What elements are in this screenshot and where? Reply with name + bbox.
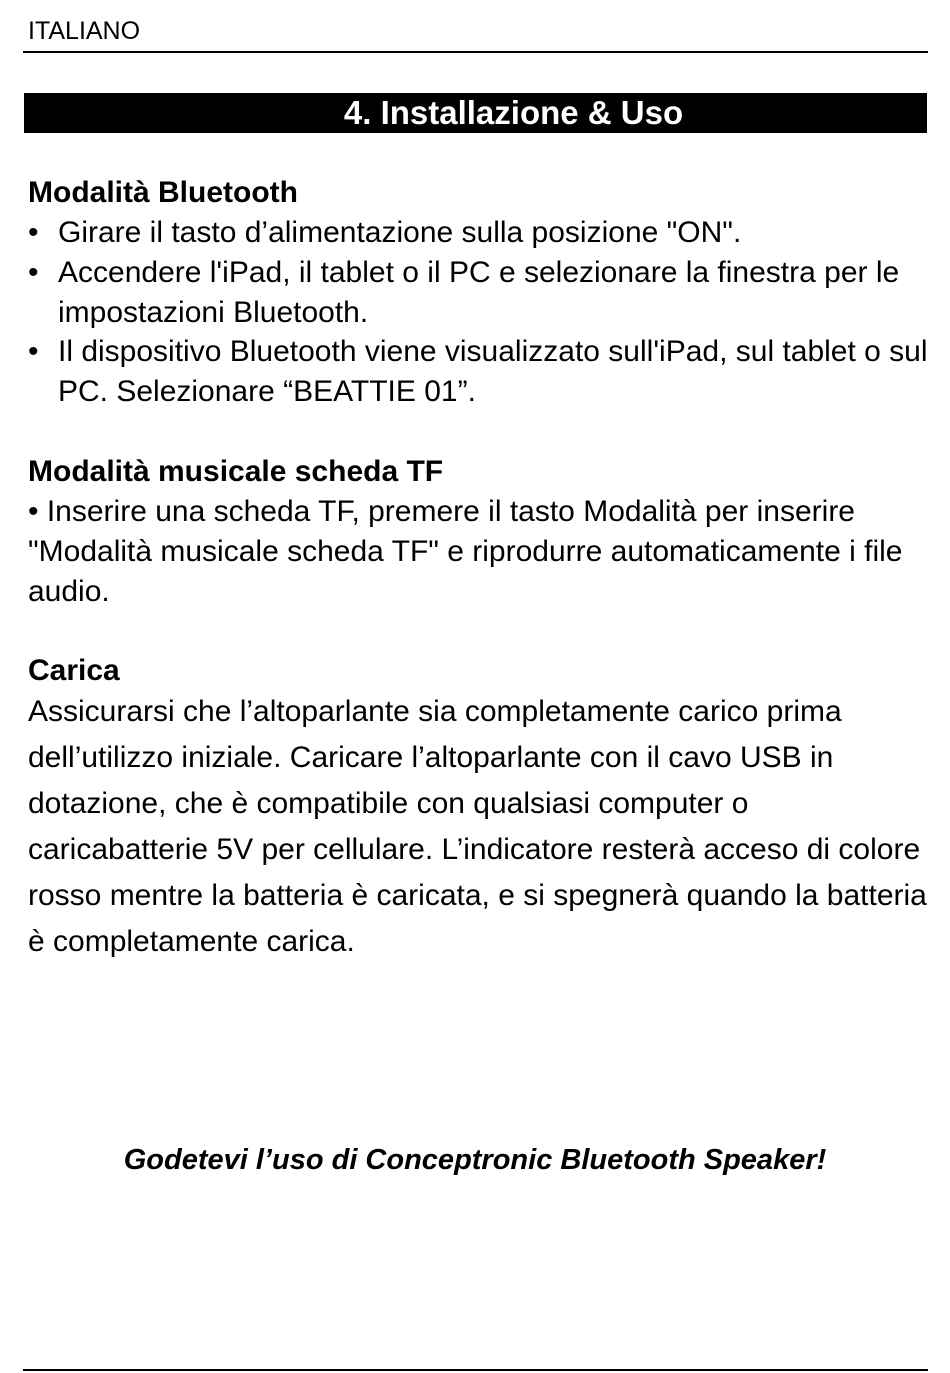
list-item — [28, 213, 928, 253]
list-item-text: Accendere l'iPad, il tablet o il PC e selezionare la finestra per le impostazioni Bluetooth. — [58, 256, 900, 329]
charge-heading: Carica — [28, 654, 120, 687]
tf-music-heading: Modalità musicale scheda TF — [28, 455, 444, 488]
top-divider — [23, 51, 928, 53]
bottom-divider — [23, 1369, 928, 1371]
tf-music-text: • Inserire una scheda TF, premere il tasto Modalità per inserire "Modalità musicale scheda TF" e riprodurre automaticamente i file audio. — [28, 495, 903, 608]
list-item — [28, 253, 928, 333]
bullet-icon: • — [28, 216, 39, 249]
list-item-text: Il dispositivo Bluetooth viene visualizzato sull'iPad, sul tablet o sul PC. Selezionare “BEATTIE 01”. — [58, 335, 928, 408]
bullet-icon: • — [28, 335, 39, 368]
closing-message: Godetevi l’uso di Conceptronic Bluetooth Speaker! — [123, 1144, 827, 1176]
list-item-text: Girare il tasto d’alimentazione sulla posizione "ON". — [58, 216, 742, 249]
bullet-icon: • — [28, 256, 39, 289]
language-label: ITALIANO — [28, 17, 141, 45]
list-item — [28, 332, 928, 412]
section-title: 4. Installazione & Uso — [24, 93, 927, 133]
bluetooth-heading: Modalità Bluetooth — [28, 176, 298, 209]
charge-text: Assicurarsi che l’altoparlante sia completamente carico prima dell’utilizzo iniziale. Caricare l’altoparlante con il cavo USB in dotazione, che è compatibile con qualsiasi computer o caricabatterie 5V per cellulare. L’indicatore resterà acceso di colore rosso mentre la batteria è caricata, e si spegnerà quando la batteria è completamente carica. — [28, 695, 927, 958]
